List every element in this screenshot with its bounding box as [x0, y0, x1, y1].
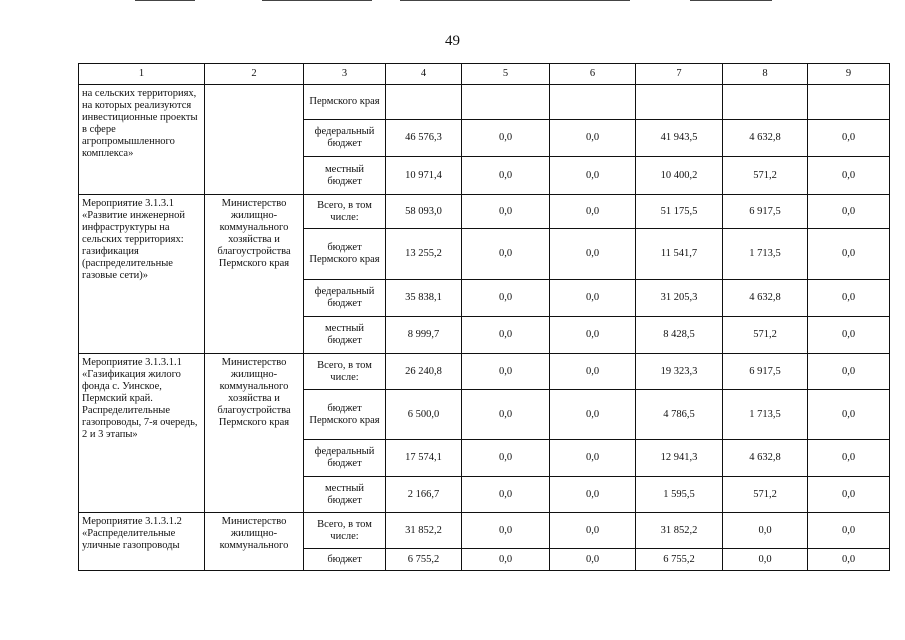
value-cell: 0,0 [462, 195, 550, 229]
value-cell: 6 755,2 [386, 549, 462, 571]
value-cell: 0,0 [808, 195, 890, 229]
value-cell: 0,0 [808, 440, 890, 477]
value-cell: 0,0 [808, 280, 890, 317]
value-cell: 0,0 [462, 120, 550, 157]
value-cell: 0,0 [550, 440, 636, 477]
value-cell: 46 576,3 [386, 120, 462, 157]
value-cell: 11 541,7 [636, 229, 723, 280]
funding-source-cell: федеральный бюджет [304, 440, 386, 477]
value-cell: 0,0 [550, 157, 636, 195]
header-cell: 4 [386, 64, 462, 85]
measure-name-cell: на сельских территориях, на которых реализуются инвестиционные проекты в сфере агропромышленного комплекса» [79, 85, 205, 195]
value-cell: 0,0 [808, 513, 890, 549]
value-cell: 12 941,3 [636, 440, 723, 477]
value-cell: 571,2 [723, 317, 808, 354]
table-row [79, 85, 890, 120]
responsible-cell: Министерство жилищно-коммунального [205, 513, 304, 571]
value-cell: 0,0 [462, 477, 550, 513]
value-cell: 10 400,2 [636, 157, 723, 195]
table-row [79, 195, 890, 229]
value-cell: 2 166,7 [386, 477, 462, 513]
value-cell: 8 428,5 [636, 317, 723, 354]
value-cell: 41 943,5 [636, 120, 723, 157]
value-cell: 0,0 [462, 280, 550, 317]
funding-source-cell: Всего, в том числе: [304, 195, 386, 229]
value-cell: 4 632,8 [723, 440, 808, 477]
value-cell [386, 85, 462, 120]
value-cell [723, 85, 808, 120]
value-cell: 4 786,5 [636, 390, 723, 440]
value-cell [550, 85, 636, 120]
page-number: 49 [445, 33, 460, 49]
value-cell: 0,0 [462, 440, 550, 477]
value-cell: 58 093,0 [386, 195, 462, 229]
value-cell: 0,0 [462, 513, 550, 549]
header-cell: 7 [636, 64, 723, 85]
value-cell: 31 852,2 [386, 513, 462, 549]
value-cell: 31 205,3 [636, 280, 723, 317]
value-cell: 0,0 [808, 354, 890, 390]
funding-source-cell: бюджет Пермского края [304, 390, 386, 440]
measure-name-cell: Мероприятие 3.1.3.1 «Развитие инженерной инфраструктуры на сельских территориях: газификация (распределительные газовые сети)» [79, 195, 205, 354]
value-cell: 6 917,5 [723, 354, 808, 390]
value-cell [808, 85, 890, 120]
value-cell: 17 574,1 [386, 440, 462, 477]
header-cell: 3 [304, 64, 386, 85]
value-cell: 0,0 [808, 157, 890, 195]
value-cell: 0,0 [808, 317, 890, 354]
funding-source-cell: Всего, в том числе: [304, 513, 386, 549]
funding-source-cell: бюджет [304, 549, 386, 571]
value-cell: 0,0 [462, 157, 550, 195]
value-cell: 31 852,2 [636, 513, 723, 549]
value-cell: 0,0 [462, 354, 550, 390]
value-cell: 0,0 [550, 317, 636, 354]
funding-source-cell: местный бюджет [304, 317, 386, 354]
value-cell: 0,0 [808, 477, 890, 513]
responsible-cell [205, 85, 304, 195]
value-cell: 0,0 [550, 549, 636, 571]
top-edge-lines [0, 0, 905, 4]
value-cell: 0,0 [808, 549, 890, 571]
value-cell: 1 713,5 [723, 229, 808, 280]
measure-name-cell: Мероприятие 3.1.3.1.2 «Распределительные уличные газопроводы [79, 513, 205, 571]
value-cell: 10 971,4 [386, 157, 462, 195]
value-cell: 0,0 [462, 317, 550, 354]
value-cell: 0,0 [550, 280, 636, 317]
value-cell: 0,0 [723, 513, 808, 549]
value-cell: 51 175,5 [636, 195, 723, 229]
value-cell: 8 999,7 [386, 317, 462, 354]
funding-source-cell: Пермского края [304, 85, 386, 120]
value-cell: 6 500,0 [386, 390, 462, 440]
value-cell: 0,0 [550, 229, 636, 280]
responsible-cell: Министерство жилищно-коммунального хозяйства и благоустройства Пермского края [205, 195, 304, 354]
measure-name-cell: Мероприятие 3.1.3.1.1 «Газификация жилого фонда с. Уинское, Пермский край. Распределительные газопроводы, 7-я очередь, 2 и 3 этапы» [79, 354, 205, 513]
funding-source-cell: местный бюджет [304, 477, 386, 513]
value-cell: 19 323,3 [636, 354, 723, 390]
value-cell: 571,2 [723, 477, 808, 513]
value-cell: 0,0 [550, 120, 636, 157]
value-cell: 0,0 [808, 120, 890, 157]
table-row [79, 513, 890, 549]
header-cell: 2 [205, 64, 304, 85]
header-row [79, 64, 890, 85]
value-cell: 0,0 [462, 390, 550, 440]
value-cell: 0,0 [550, 477, 636, 513]
value-cell: 0,0 [808, 390, 890, 440]
value-cell: 13 255,2 [386, 229, 462, 280]
value-cell: 0,0 [550, 390, 636, 440]
value-cell [636, 85, 723, 120]
header-cell: 9 [808, 64, 890, 85]
header-cell: 1 [79, 64, 205, 85]
header-cell: 5 [462, 64, 550, 85]
header-cell: 8 [723, 64, 808, 85]
value-cell: 1 713,5 [723, 390, 808, 440]
funding-source-cell: местный бюджет [304, 157, 386, 195]
value-cell: 1 595,5 [636, 477, 723, 513]
header-cell: 6 [550, 64, 636, 85]
table-row [79, 354, 890, 390]
responsible-cell: Министерство жилищно-коммунального хозяйства и благоустройства Пермского края [205, 354, 304, 513]
value-cell: 6 755,2 [636, 549, 723, 571]
budget-table [78, 63, 890, 571]
value-cell: 0,0 [550, 195, 636, 229]
value-cell: 4 632,8 [723, 120, 808, 157]
value-cell: 0,0 [462, 229, 550, 280]
value-cell: 0,0 [808, 229, 890, 280]
value-cell [462, 85, 550, 120]
value-cell: 0,0 [723, 549, 808, 571]
funding-source-cell: федеральный бюджет [304, 280, 386, 317]
value-cell: 4 632,8 [723, 280, 808, 317]
value-cell: 35 838,1 [386, 280, 462, 317]
value-cell: 571,2 [723, 157, 808, 195]
funding-source-cell: Всего, в том числе: [304, 354, 386, 390]
value-cell: 26 240,8 [386, 354, 462, 390]
value-cell: 0,0 [462, 549, 550, 571]
funding-source-cell: бюджет Пермского края [304, 229, 386, 280]
value-cell: 6 917,5 [723, 195, 808, 229]
funding-source-cell: федеральный бюджет [304, 120, 386, 157]
value-cell: 0,0 [550, 513, 636, 549]
value-cell: 0,0 [550, 354, 636, 390]
